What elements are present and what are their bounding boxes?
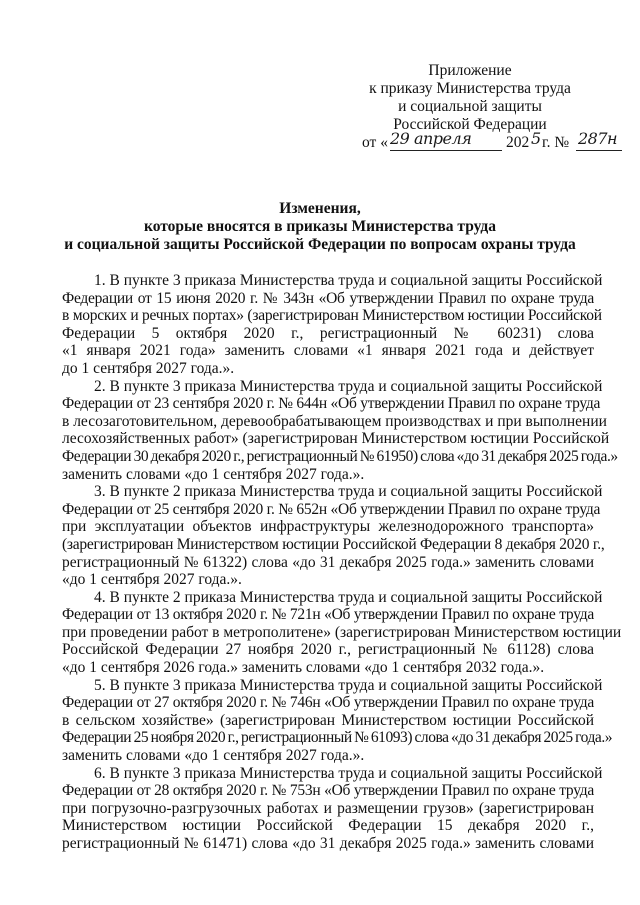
- title-line-2: которые вносятся в приказы Министерства труда: [143, 218, 497, 235]
- text-line: лесохозяйственных работ» (зарегистрирован Министерством юстиции Российской: [62, 430, 610, 448]
- text-line: 6. В пункте 3 приказа Министерства труда и социальной защиты Российской: [94, 764, 603, 782]
- document-title: [40, 200, 600, 254]
- handwritten-date: 29 апреля: [390, 129, 472, 148]
- paragraph-2: [62, 377, 618, 484]
- text-line: регистрационный № 61322) слова «до 31 декабря 2025 года.» заменить словами: [62, 553, 594, 571]
- text-line: (зарегистрирован Министерством юстиции Российской Федерации 8 декабря 2020 г.,: [62, 535, 605, 553]
- text-line: Федерации от 23 сентября 2020 г. № 644н «Об утверждении Правил по охране труда: [62, 395, 601, 413]
- text-line: заменить словами «до 1 сентября 2027 года.».: [62, 465, 365, 483]
- text-line: в сельском хозяйстве» (зарегистрирован Министерством юстиции Российской: [62, 711, 594, 729]
- text-line: Федерации от 27 октября 2020 г. № 746н «Об утверждении Правил по охране труда: [62, 694, 594, 712]
- approval-line-appendix: Приложение: [428, 62, 512, 79]
- text-line: Министерством юстиции Российской Федерации 15 декабря 2020 г.,: [62, 817, 594, 835]
- text-line: при проведении работ в метрополитене» (зарегистрирован Министерством юстиции: [62, 623, 622, 641]
- approval-line-order: к приказу Министерства труда: [369, 80, 571, 97]
- date-prefix: от «: [362, 134, 388, 151]
- approval-date-number-line: [350, 129, 618, 152]
- handwritten-number: 287н: [578, 129, 618, 148]
- text-line: Федерации от 13 октября 2020 г. № 721н «Об утверждении Правил по охране труда: [62, 606, 594, 624]
- text-line: до 1 сентября 2027 года.».: [62, 359, 235, 377]
- text-line: «1 января 2021 года» заменить словами «1 января 2021 года и действует: [62, 342, 594, 360]
- title-line-3: и социальной защиты Российской Федерации по вопросам охраны труда: [64, 236, 576, 253]
- paragraph-1: [62, 272, 603, 378]
- approval-line-federation: Российской Федерации: [393, 116, 547, 133]
- text-line: регистрационный № 61471) слова «до 31 декабря 2025 года.» заменить словами: [62, 835, 594, 852]
- approval-block: [350, 62, 618, 152]
- text-line: Федерации от 25 сентября 2020 г. № 652н «Об утверждении Правил по охране труда: [62, 500, 601, 518]
- text-line: при погрузочно-разгрузочных работах и размещении грузов» (зарегистрирован: [62, 799, 594, 817]
- text-line: Федерации 25 ноября 2020 г., регистрационный № 61093) слова «до 31 декабря 2025 года.»: [62, 729, 613, 747]
- text-line: 5. В пункте 3 приказа Министерства труда и социальной защиты Российской: [94, 676, 603, 694]
- text-line: при эксплуатации объектов инфраструктуры железнодорожного транспорта»: [62, 518, 594, 536]
- paragraph-4: [62, 588, 622, 677]
- text-line: заменить словами «до 1 сентября 2027 года.».: [62, 747, 365, 765]
- approval-line-ministry: и социальной защиты: [398, 98, 542, 115]
- text-line: 3. В пункте 2 приказа Министерства труда и социальной защиты Российской: [94, 483, 603, 501]
- paragraph-5: [62, 676, 613, 765]
- text-line: Федерации 30 декабря 2020 г., регистрационный № 61950) слова «до 31 декабря 2025 года.»: [62, 447, 618, 465]
- date-underline: [390, 150, 502, 151]
- text-line: 1. В пункте 3 приказа Министерства труда и социальной защиты Российской: [94, 272, 603, 289]
- text-line: Федерации от 28 октября 2020 г. № 753н «Об утверждении Правил по охране труда: [62, 782, 594, 800]
- text-line: в морских и речных портах» (зарегистрирован Министерством юстиции Российской: [62, 307, 602, 325]
- paragraph-6: [62, 764, 603, 853]
- paragraph-3: [62, 483, 605, 589]
- document-body: [62, 272, 622, 853]
- year-prefix: 202: [506, 134, 530, 151]
- number-underline: [576, 150, 622, 151]
- text-line: «до 1 сентября 2027 года.».: [62, 571, 242, 589]
- text-line: «до 1 сентября 2026 года.» заменить словами «до 1 сентября 2032 года.».: [62, 659, 545, 677]
- text-line: Российской Федерации 27 ноября 2020 г., регистрационный № 61128) слова: [62, 641, 594, 659]
- text-line: 4. В пункте 2 приказа Министерства труда и социальной защиты Российской: [94, 588, 603, 606]
- title-line-1: Изменения,: [279, 200, 361, 217]
- text-line: Федерации 5 октября 2020 г., регистрационный № 60231) слова: [62, 324, 594, 342]
- text-line: Федерации от 15 июня 2020 г. № 343н «Об утверждении Правил по охране труда: [62, 289, 594, 307]
- handwritten-year-digit: 5: [531, 129, 541, 148]
- year-suffix: г. №: [542, 134, 570, 151]
- text-line: в лесозаготовительном, деревообрабатывающем производствах и при выполнении: [62, 412, 607, 430]
- text-line: 2. В пункте 3 приказа Министерства труда и социальной защиты Российской: [94, 377, 603, 395]
